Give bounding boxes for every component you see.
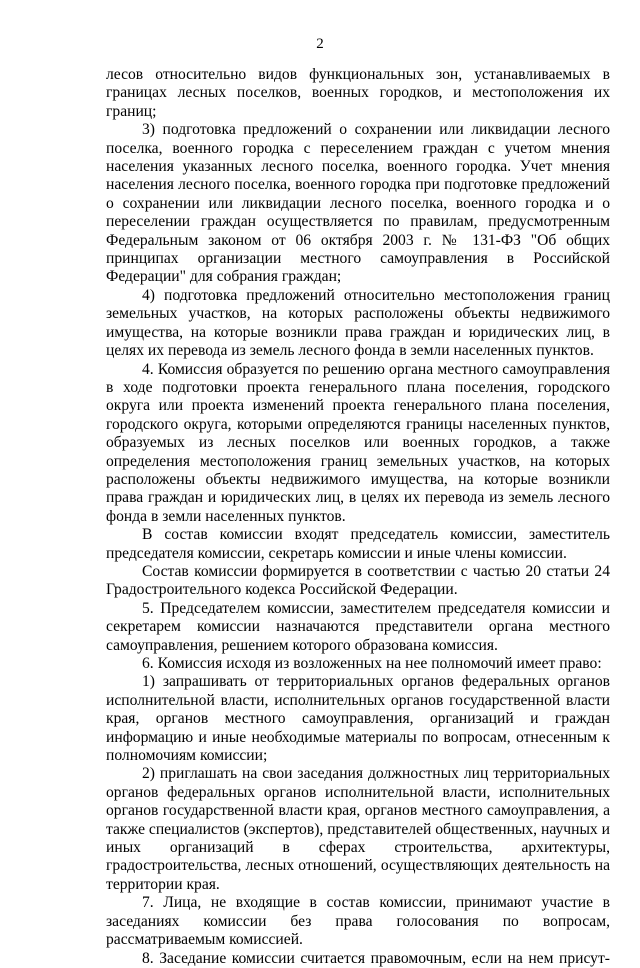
- paragraph-item-4: 4) подготовка предложений относительно местоположения границ земельных участков, на которых расположены объекты недвижимого имущества, на которые возникли права граждан и юридических лиц, в целях их перевода из земель лесного фонда в земли населенных пунктов.: [106, 286, 610, 360]
- paragraph-clause-5: 5. Председателем комиссии, заместителем председателя комиссии и секретарем комиссии назначаются представители органа местного самоуправления, решением которого образована комиссия.: [106, 599, 610, 654]
- paragraph-right-1: 1) запрашивать от территориальных органов федеральных органов исполнительной власти, исполнительных органов государственной власти края, органов местного самоуправления, организаций и граждан информацию и иные необходимые материалы по вопросам, отнесенным к полномочиям комиссии;: [106, 673, 610, 765]
- page-number: 2: [316, 36, 324, 52]
- paragraph-right-2: 2) приглашать на свои заседания должностных лиц территориальных органов федеральных органов исполнительной власти, исполнительных органов государственной власти края, органов местного самоуправления, а также специалистов (экспертов), представителей общественных, научных и иных организаций в сферах строительства, архитектуры, градостроительства, лесных отношений, осуществляющих деятельность на территории края.: [106, 765, 610, 893]
- paragraph-clause-6: 6. Комиссия исходя из возложенных на нее полномочий имеет право:: [142, 655, 602, 672]
- paragraph-clause-4: 4. Комиссия образуется по решению органа местного самоуправления в ходе подготовки проекта генерального плана поселения, городского округа или проекта изменений проекта генерального плана поселения, городского округа, которыми определяются границы населенных пунктов, образуемых из лесных поселков или военных городков, а также определения местоположения границ земельных участков, на которых расположены объекты недвижимого имущества, на которые возникли права граждан и юридических лиц, в целях их перевода из земель лесного фонда в земли населенных пунктов.: [106, 360, 610, 525]
- document-body: [106, 66, 610, 968]
- paragraph-item-3: 3) подготовка предложений о сохранении или ликвидации лесного поселка, военного городка с переселением граждан с учетом мнения населения указанных лесного поселка, военного городка. Учет мнения населения лесного поселка, военного городка при подготовке предложений о сохранении или ликвидации лесного поселка, военного городка и о переселении граждан осуществляется по правилам, предусмотренным Федеральным законом от 06 октября 2003 г. № 131-ФЗ "Об общих принципах организации местного самоуправления в Российской Федерации" для собрания граждан;: [106, 121, 610, 286]
- paragraph-commission-composition: Состав комиссии формируется в соответствии с частью 20 статьи 24 Градостроительного кодекса Российской Федерации.: [106, 562, 610, 599]
- paragraph-continuation: лесов относительно видов функциональных зон, устанавливаемых в границах лесных поселков, военных городков, и местоположения их границ;: [106, 66, 610, 120]
- paragraph-commission-members: В состав комиссии входят председатель комиссии, заместитель председателя комиссии, секретарь комиссии и иные члены комиссии.: [106, 526, 610, 562]
- paragraph-clause-8: 8. Заседание комиссии считается правомочным, если на нем присут-: [142, 949, 610, 967]
- paragraph-clause-7: 7. Лица, не входящие в состав комиссии, принимают участие в заседаниях комиссии без права голосования по вопросам, рассматриваемым комиссией.: [106, 894, 610, 949]
